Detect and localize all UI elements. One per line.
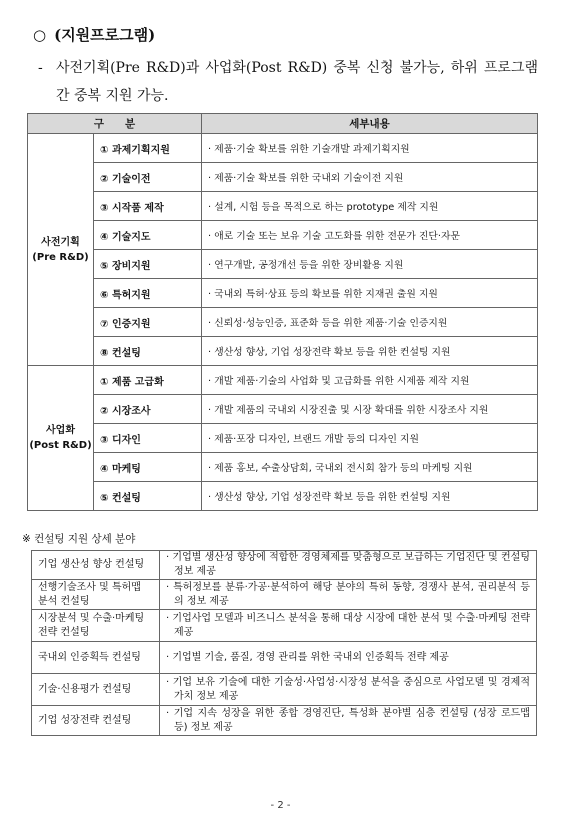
table-row	[32, 642, 537, 674]
program-detail: · 개발 제품·기술의 사업화 및 고급화를 위한 시제품 제작 지원	[202, 366, 538, 395]
consulting-desc-text: · 특허정보를 분류·가공·분석하여 해당 분야의 특허 동향, 경쟁사 분석, 권리분석 등의 정보 제공	[166, 581, 530, 607]
program-item: ⑤ 장비지원	[94, 250, 202, 279]
consulting-note: ※ 컨설팅 지원 상세 분야	[22, 533, 136, 545]
table-row	[28, 308, 538, 337]
table-row	[32, 706, 537, 736]
program-item: ⑤ 컨설팅	[94, 482, 202, 511]
consulting-field-desc	[160, 610, 537, 642]
consulting-field-desc	[160, 551, 537, 580]
support-program-table	[27, 113, 538, 511]
program-detail: · 제품 홍보, 수출상담회, 국내외 전시회 참가 등의 마케팅 지원	[202, 453, 538, 482]
table-row	[28, 482, 538, 511]
program-detail: · 연구개발, 공정개선 등을 위한 장비활용 지원	[202, 250, 538, 279]
table-row	[28, 163, 538, 192]
program-item: ① 제품 고급화	[94, 366, 202, 395]
consulting-desc-text: · 기업별 생산성 향상에 적합한 경영체제를 맞춤형으로 보급하는 기업진단 및 컨설팅 정보 제공	[166, 552, 530, 577]
description-paragraph	[38, 54, 538, 110]
consulting-desc-text: · 기업 지속 성장을 위한 종합 경영진단, 특성화 분야별 심층 컨설팅 (성장 로드맵 등) 정보 제공	[166, 707, 530, 733]
table-header-row	[28, 114, 538, 134]
program-detail: · 설계, 시험 등을 목적으로 하는 prototype 제작 지원	[202, 192, 538, 221]
consulting-field-desc	[160, 674, 537, 706]
table-row	[28, 250, 538, 279]
program-item: ③ 시작품 제작	[94, 192, 202, 221]
program-item: ③ 디자인	[94, 424, 202, 453]
circle-bullet-icon: ○	[33, 26, 47, 44]
table-row	[28, 453, 538, 482]
dash-bullet: -	[38, 60, 43, 76]
table-row	[32, 610, 537, 642]
table-row	[28, 366, 538, 395]
table-row	[28, 424, 538, 453]
program-detail: · 국내외 특허·상표 등의 확보를 위한 지재권 출원 지원	[202, 279, 538, 308]
header-category: 구 분	[28, 114, 202, 134]
program-item: ② 기술이전	[94, 163, 202, 192]
consulting-field-desc	[160, 642, 537, 674]
program-detail: · 신뢰성·성능인증, 표준화 등을 위한 제품·기술 인증지원	[202, 308, 538, 337]
table-row	[28, 337, 538, 366]
consulting-field-name: 국내외 인증획득 컨설팅	[32, 642, 160, 674]
program-item: ⑧ 컨설팅	[94, 337, 202, 366]
program-detail: · 생산성 향상, 기업 성장전략 확보 등을 위한 컨설팅 지원	[202, 482, 538, 511]
group-label: 사업화 (Post R&D)	[28, 366, 94, 511]
table-row	[28, 395, 538, 424]
program-item: ② 시장조사	[94, 395, 202, 424]
table-row	[32, 551, 537, 580]
table-row	[32, 674, 537, 706]
consulting-field-name: 기업 생산성 향상 컨설팅	[32, 551, 160, 580]
program-item: ① 과제기획지원	[94, 134, 202, 163]
consulting-field-desc	[160, 580, 537, 610]
consulting-field-name: 기업 성장전략 컨설팅	[32, 706, 160, 736]
header-detail: 세부내용	[202, 114, 538, 134]
table-row	[28, 221, 538, 250]
table-row	[32, 580, 537, 610]
table-row	[28, 134, 538, 163]
program-item: ④ 마케팅	[94, 453, 202, 482]
program-detail: · 제품·포장 디자인, 브랜드 개발 등의 디자인 지원	[202, 424, 538, 453]
program-detail: · 개발 제품의 국내외 시장진출 및 시장 확대를 위한 시장조사 지원	[202, 395, 538, 424]
program-detail: · 생산성 향상, 기업 성장전략 확보 등을 위한 컨설팅 지원	[202, 337, 538, 366]
program-detail: · 제품·기술 확보를 위한 국내외 기술이전 지원	[202, 163, 538, 192]
consulting-field-name: 시장분석 및 수출·마케팅 전략 컨설팅	[32, 610, 160, 642]
section-heading-text: (지원프로그램)	[54, 26, 156, 44]
program-detail: · 제품·기술 확보를 위한 기술개발 과제기획지원	[202, 134, 538, 163]
description-text: 사전기획(Pre R&D)과 사업화(Post R&D) 중복 신청 불가능, 하위 프로그램 간 중복 지원 가능.	[56, 60, 538, 104]
consulting-desc-text: · 기업사업 모델과 비즈니스 분석을 통해 대상 시장에 대한 분석 및 수출·마케팅 전략 제공	[166, 612, 530, 638]
section-heading	[33, 24, 155, 45]
group-label: 사전기획 (Pre R&D)	[28, 134, 94, 366]
page-number: - 2 -	[270, 800, 291, 811]
consulting-field-desc	[160, 706, 537, 736]
program-item: ⑥ 특허지원	[94, 279, 202, 308]
consulting-field-name: 기술·신용평가 컨설팅	[32, 674, 160, 706]
table-row	[28, 192, 538, 221]
program-item: ⑦ 인증지원	[94, 308, 202, 337]
program-item: ④ 기술지도	[94, 221, 202, 250]
consulting-field-name: 선행기술조사 및 특허맵 분석 컨설팅	[32, 580, 160, 610]
consulting-detail-table	[31, 550, 537, 736]
consulting-desc-text: · 기업 보유 기술에 대한 기술성·사업성·시장성 분석을 중심으로 사업모델 및 경제적 가치 정보 제공	[166, 676, 530, 702]
table-row	[28, 279, 538, 308]
program-detail: · 애로 기술 또는 보유 기술 고도화를 위한 전문가 진단·자문	[202, 221, 538, 250]
consulting-desc-text: · 기업별 기술, 품질, 경영 관리를 위한 국내외 인증획득 전략 제공	[166, 651, 449, 663]
